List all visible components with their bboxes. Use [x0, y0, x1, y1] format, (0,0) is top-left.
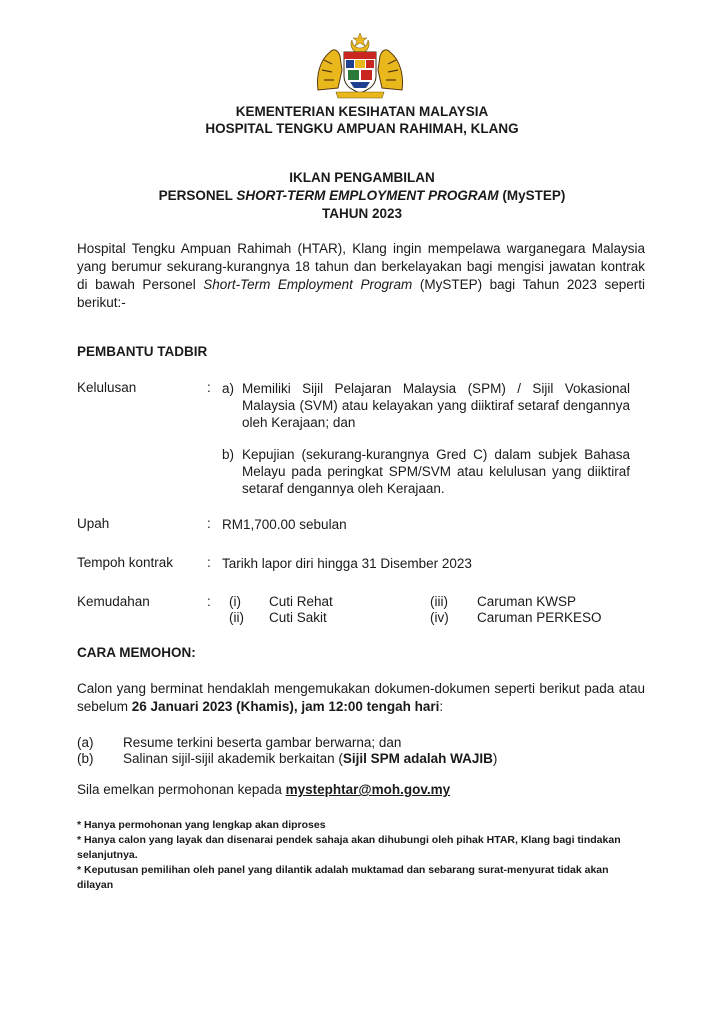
colon: : [207, 380, 211, 395]
upah-label: Upah [77, 516, 110, 531]
advert-title: IKLAN PENGAMBILAN [289, 170, 435, 185]
benefit-marker: (i) [229, 594, 241, 609]
kemudahan-label: Kemudahan [77, 594, 150, 609]
benefit-marker: (iv) [430, 610, 449, 625]
cara-memohon-heading: CARA MEMOHON: [77, 645, 196, 660]
note-item: * Hanya permohonan yang lengkap akan diproses [77, 819, 326, 831]
year-title: TAHUN 2023 [321, 206, 403, 221]
tempoh-label: Tempoh kontrak [77, 555, 174, 570]
benefit-text: Caruman KWSP [477, 594, 577, 609]
colon: : [207, 555, 211, 570]
kelulusan-label: Kelulusan [77, 380, 137, 395]
email-link[interactable]: mystephtar@moh.gov.my [285, 782, 451, 797]
ministry-title: KEMENTERIAN KESIHATAN MALAYSIA [235, 104, 489, 119]
apply-paragraph: Calon yang berminat hendaklah mengemukakan dokumen-dokumen seperti berikut pada atau sebelum 26 Januari 2023 (Khamis), jam 12:00 tengah hari: [77, 681, 645, 714]
list-item: a) Memiliki Sijil Pelajaran Malaysia (SPM) / Sijil Vokasional Malaysia (SVM) atau kelayakan yang diiktiraf setaraf dengannya oleh Kerajaan; dan [222, 381, 630, 430]
hospital-title: HOSPITAL TENGKU AMPUAN RAHIMAH, KLANG [205, 121, 519, 136]
tempoh-value: Tarikh lapor diri hingga 31 Disember 2023 [222, 556, 472, 571]
benefit-marker: (ii) [229, 610, 244, 625]
intro-paragraph: Hospital Tengku Ampuan Rahimah (HTAR), Klang ingin mempelawa warganegara Malaysia yang berumur sekurang-kurangnya 18 tahun dan berkelayakan bagi mengisi jawatan kontrak di bawah Personel Short-Term Employment Program (MySTEP) bagi Tahun 2023 seperti berikut:- [77, 241, 645, 310]
list-item: (b) Salinan sijil-sijil akademik berkaitan (Sijil SPM adalah WAJIB) [77, 751, 498, 766]
colon: : [207, 594, 211, 609]
list-item: b) Kepujian (sekurang-kurangnya Gred C) dalam subjek Bahasa Melayu pada peringkat SPM/SVM atau kelulusan yang diiktiraf setaraf dengannya oleh Kerajaan. [222, 447, 630, 496]
coat-of-arms-icon [310, 30, 410, 100]
list-item: (a) Resume terkini beserta gambar berwarna; dan [77, 735, 402, 750]
benefit-text: Cuti Rehat [269, 594, 333, 609]
upah-value: RM1,700.00 sebulan [222, 517, 347, 532]
program-title: PERSONEL SHORT-TERM EMPLOYMENT PROGRAM (MySTEP) [158, 188, 566, 203]
benefit-text: Caruman PERKESO [477, 610, 602, 625]
email-instruction: Sila emelkan permohonan kepada mystephtar@moh.gov.my [77, 782, 451, 797]
notes [77, 818, 637, 893]
colon: : [207, 516, 211, 531]
note-item: * Keputusan pemilihan oleh panel yang dilantik adalah muktamad dan sebarang surat-menyurat tidak akan dilayan [77, 864, 609, 891]
kelulusan-list [222, 380, 630, 497]
position-title: PEMBANTU TADBIR [77, 344, 208, 359]
note-item: * Hanya calon yang layak dan disenarai pendek sahaja akan dihubungi oleh pihak HTAR, Klang bagi tindakan selanjutnya. [77, 834, 621, 861]
benefit-text: Cuti Sakit [269, 610, 327, 625]
benefit-marker: (iii) [430, 594, 448, 609]
